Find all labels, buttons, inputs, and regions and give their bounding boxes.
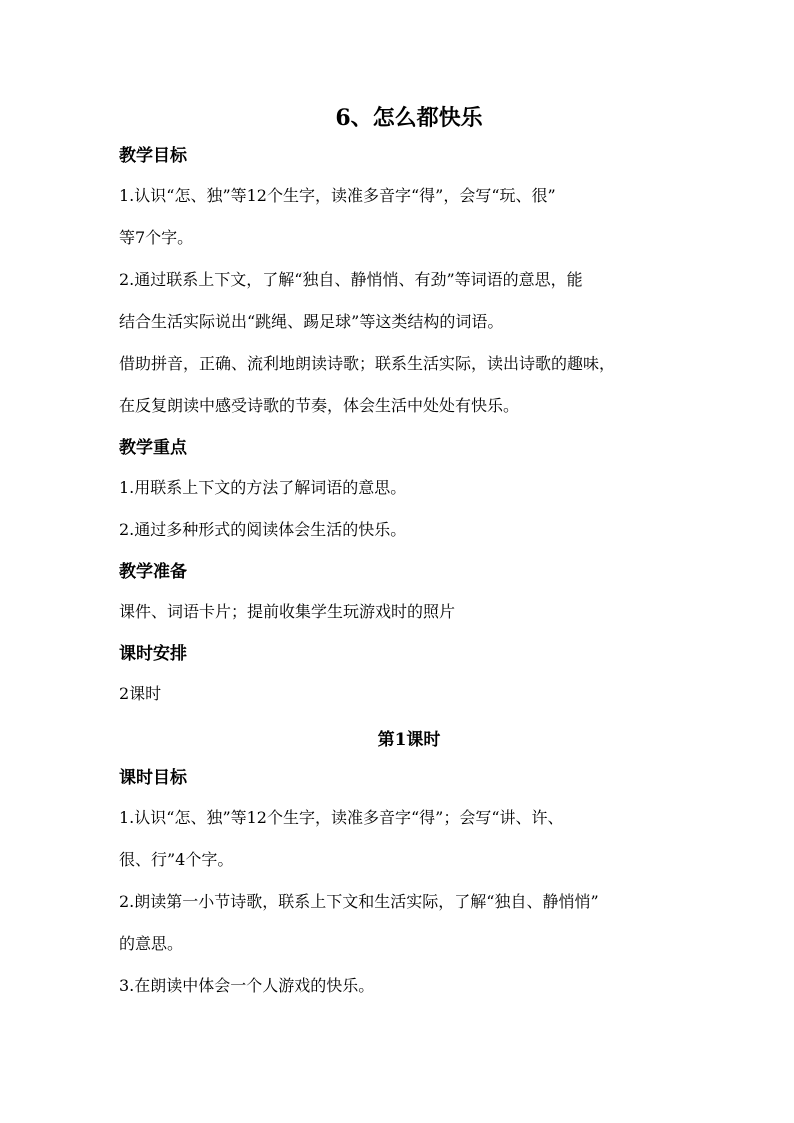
paragraph-line: 2.朗读第一小节诗歌，联系上下文和生活实际，了解“独自、静悄悄” (119, 892, 599, 911)
paragraph-line: 3.在朗读中体会一个人游戏的快乐。 (119, 976, 375, 995)
section-schedule (119, 639, 679, 715)
document-content (119, 101, 679, 1007)
paragraph-line: 的意思。 (119, 934, 184, 953)
paragraph-line: 结合生活实际说出“跳绳、踢足球”等这类结构的词语。 (119, 312, 504, 331)
section-heading: 教学目标 (119, 146, 187, 166)
paragraph-line: 1.认识“怎、独”等12个生字，读准多音字“得”，会写“玩、很” (119, 186, 556, 205)
lesson-title: 第1课时 (377, 730, 441, 750)
section-teaching-goals (119, 141, 679, 427)
section-teaching-focus (119, 433, 679, 551)
paragraph-line: 2.通过多种形式的阅读体会生活的快乐。 (119, 520, 407, 539)
paragraph-line: 等7个字。 (119, 228, 194, 247)
section-lesson-goals (119, 763, 679, 1007)
section-heading: 课时目标 (119, 768, 187, 788)
paragraph-line: 借助拼音，正确、流利地朗读诗歌；联系生活实际，读出诗歌的趣味， (119, 354, 616, 373)
paragraph-line: 1.用联系上下文的方法了解词语的意思。 (119, 478, 407, 497)
paragraph-line: 2课时 (119, 684, 162, 703)
paragraph-line: 很、行”4个字。 (119, 850, 234, 869)
section-heading: 课时安排 (119, 644, 187, 664)
paragraph-line: 课件、词语卡片；提前收集学生玩游戏时的照片 (119, 602, 456, 621)
paragraph-line: 在反复朗读中感受诗歌的节奏，体会生活中处处有快乐。 (119, 396, 520, 415)
paragraph-line: 1.认识“怎、独”等12个生字，读准多音字“得”；会写“讲、许、 (119, 808, 564, 827)
section-heading: 教学准备 (119, 562, 187, 582)
document-title: 6、怎么都快乐 (335, 105, 483, 131)
section-teaching-prep (119, 557, 679, 633)
paragraph-line: 2.通过联系上下文，了解“独自、静悄悄、有劲”等词语的意思，能 (119, 270, 583, 289)
section-heading: 教学重点 (119, 438, 187, 458)
